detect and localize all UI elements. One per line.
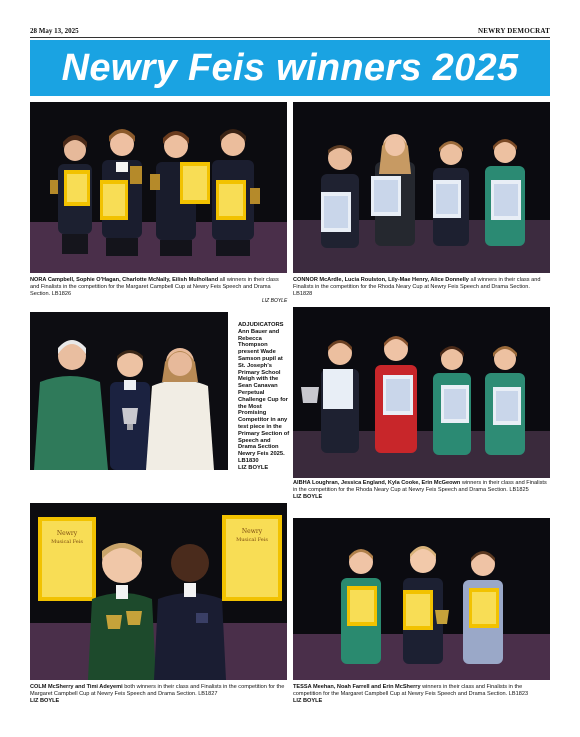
photo-adjudicators [30,312,228,470]
photo-credit: LIZ BOYLE [293,698,323,704]
caption-names: NORA Campbell, Sophie O'Hagan, Charlotte McNally, Eilish Mulholland [30,277,219,283]
certificate-subtitle: Musical Feis [51,539,83,545]
caption-text: ADJUDICATORS Ann Bauer and Rebecca Thompson present Wade Samson pupil at St. Joseph's Primary School Meigh with the Sean Canavan Perpetual Challenge Cup for the Most Promising Competitor in any test piece in the Primary Section of Speech and Drama Section Newry Feis 2025. LB1830 [238,322,290,464]
photo-credit: LIZ BOYLE [30,698,60,704]
photo-group-margaret-cup-2 [30,503,287,680]
certificate-title: Newry [56,530,78,537]
caption-photo-3 [238,322,290,472]
caption-text: winners in their class and Finalists in the competition for the Rhoda Neary Cup at Newry Feis Speech and Drama Section. LB1825 [293,480,547,493]
caption-photo-6 [293,684,550,705]
caption-photo-1 [30,277,287,298]
caption-names: AIBHA Loughran, Jessica England, Kyla Cooke, Erin McGeown [293,480,461,486]
caption-text: both winners in their class and Finalists in the competition for the Margaret Campbell Cup at Newry Feis Speech and Drama Section. LB1827 [30,684,285,697]
paper-name: NEWRY DEMOCRAT [478,27,550,35]
caption-text: winners in their class and Finalists in the competition for the Margaret Campbell Cup at Newry Feis Speech and Drama Section. LB1823 [293,684,529,697]
caption-photo-2 [293,277,550,298]
certificate-subtitle: Musical Feis [236,537,268,543]
running-head [30,27,550,38]
caption-photo-5 [30,684,287,705]
caption-photo-4 [293,480,550,501]
photo-credit: LIZ BOYLE [293,494,323,500]
certificate-title: Newry [241,528,263,535]
caption-names: TESSA Meehan, Noah Farrell and Erin McSherry [293,684,421,690]
photo-credit: LIZ BOYLE [262,298,288,304]
caption-names: COLM McSherry and Timi Adeyemi [30,684,123,690]
photo-group-margaret-cup-3 [293,518,550,680]
caption-text: all winners in their class and Finalists in the competition for the Rhoda Neary Cup at Newry Feis Speech and Drama Section. LB1828 [293,277,541,297]
page-date: 28 May 13, 2025 [30,27,79,35]
photo-credit: LIZ BOYLE [238,464,269,471]
caption-names: CONNOR McArdle, Lucia Roulston, Lily-Mae Henry, Alice Donnelly [293,277,469,283]
headline-banner [30,40,550,96]
headline: Newry Feis winners 2025 [61,47,519,89]
photo-group-margaret-cup-1 [30,102,287,273]
photo-group-rhoda-cup-1 [293,102,550,273]
caption-text: all winners in their class and Finalists in the competition for the Margaret Campbell Cup at Newry Feis Speech and Drama Section. LB1826 [30,277,279,297]
photo-group-rhoda-cup-2 [293,307,550,478]
